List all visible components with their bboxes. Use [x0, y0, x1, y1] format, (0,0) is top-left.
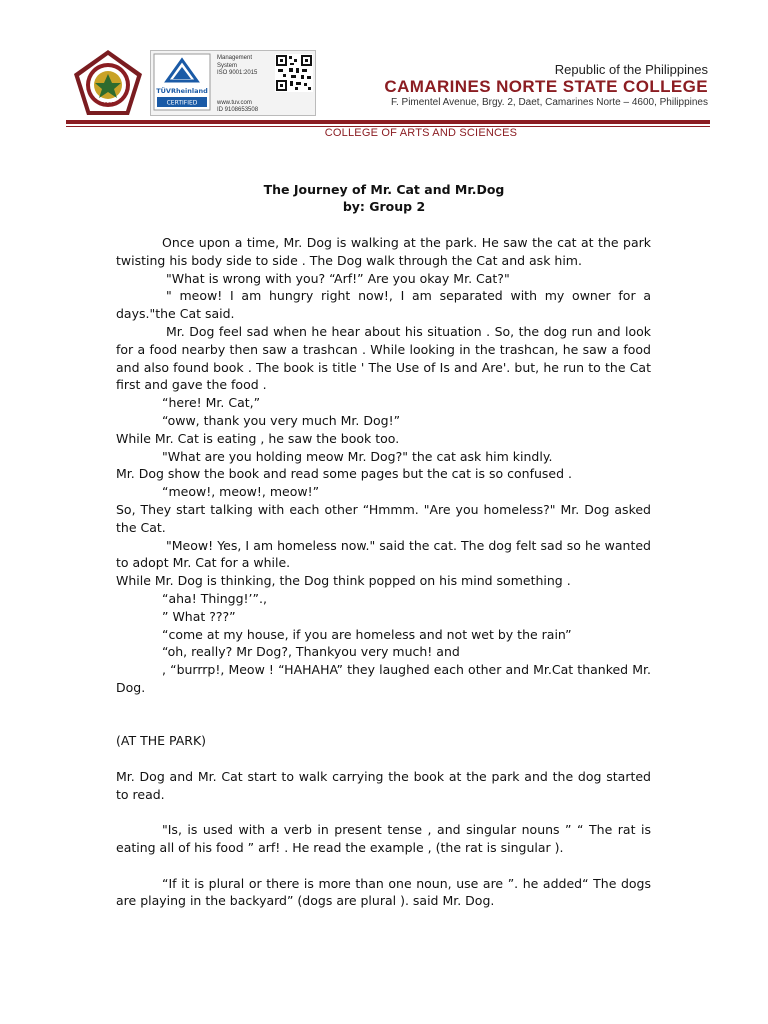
paragraph: , “burrrp!, Meow ! “HAHAHA” they laughed each other and Mr.Cat thanked Mr. Dog.	[116, 662, 651, 695]
paragraph: "Is, is used with a verb in present tense , and singular nouns ” “ The rat is eating all of his food ” arf! . He read the example , (the rat is singular ).	[116, 822, 651, 856]
paragraph: While Mr. Cat is eating , he saw the book too.	[116, 430, 400, 446]
republic-label: Republic of the Philippines	[554, 62, 708, 77]
paragraph: Once upon a time, Mr. Dog is walking at the park. He saw the cat at the park twisting his body side to side . The Dog walk through the Cat and ask him.	[116, 235, 651, 268]
header-divider	[66, 120, 710, 124]
seal-year: 1992	[101, 102, 115, 108]
paragraph: " meow! I am hungry right now!, I am separated with my owner for a days."the Cat said.	[116, 288, 651, 322]
story-body	[116, 234, 651, 910]
letterhead	[0, 0, 768, 145]
paragraph: “If it is plural or there is more than one noun, use are ”. he added“ The dogs are playing in the backyard” (dogs are plural ). said Mr. Dog.	[116, 875, 651, 909]
story-title	[0, 181, 768, 215]
paragraph: “come at my house, if you are homeless and not wet by the rain”	[162, 626, 572, 642]
paragraph: "Meow! Yes, I am homeless now." said the cat. The dog felt sad so he wanted to adopt Mr. Cat for a while.	[116, 537, 651, 571]
tuv-certification-badge	[150, 50, 316, 116]
department-name: COLLEGE OF ARTS AND SCIENCES	[324, 127, 518, 139]
paragraph: While Mr. Dog is thinking, the Dog think popped on his mind something .	[116, 573, 571, 589]
tuv-text-block	[217, 55, 258, 115]
paragraph: “oww, thank you very much Mr. Dog!”	[162, 412, 401, 428]
paragraph: "What are you holding meow Mr. Dog?" the cat ask him kindly.	[162, 448, 553, 464]
paragraph: “meow!, meow!, meow!”	[162, 484, 320, 500]
tuv-line: Management	[217, 55, 253, 61]
college-name: CAMARINES NORTE STATE COLLEGE	[384, 77, 708, 96]
paragraph: Mr. Dog feel sad when he hear about his situation . So, the dog run and look for a food nearby then saw a trashcan . While looking in the trashcan, he saw a food and also found book . The book is title ' The Use of Is and Are'. but, he run to the Cat first and gave the food .	[116, 323, 651, 393]
tuv-brand: TÜVRheinland	[156, 87, 208, 95]
title-line: The Journey of Mr. Cat and Mr.Dog	[263, 182, 505, 197]
tuv-line: System	[217, 62, 238, 69]
paragraph: “aha! Thingg!’”.,	[162, 590, 267, 606]
college-address: F. Pimentel Avenue, Brgy. 2, Daet, Camarines Norte – 4600, Philippines	[390, 97, 708, 108]
byline: by: Group 2	[342, 199, 426, 214]
paragraph: "What is wrong with you? “Arf!” Are you okay Mr. Cat?"	[166, 270, 510, 286]
tuv-badge: CERTIFIED	[166, 99, 198, 107]
college-seal-icon	[72, 48, 144, 118]
tuv-rheinland-logo-icon	[153, 53, 211, 111]
tuv-web: www.tuv.com	[217, 99, 252, 106]
paragraph: “oh, really? Mr Dog?, Thankyou very much! and	[162, 644, 460, 660]
paragraph: Mr. Dog and Mr. Cat start to walk carrying the book at the park and the dog started to read.	[116, 768, 651, 802]
paragraph: “here! Mr. Cat,”	[162, 395, 261, 411]
tuv-line: ISO 9001:2015	[217, 70, 258, 76]
qr-code-icon	[275, 54, 313, 92]
paragraph: ” What ???”	[162, 608, 236, 624]
tuv-id: ID 9108653508	[217, 107, 259, 113]
section-heading: (AT THE PARK)	[116, 733, 207, 749]
paragraph: So, They start talking with each other “Hmmm. "Are you homeless?" Mr. Dog asked the Cat.	[116, 501, 651, 535]
paragraph: Mr. Dog show the book and read some pages but the cat is so confused .	[116, 466, 572, 482]
